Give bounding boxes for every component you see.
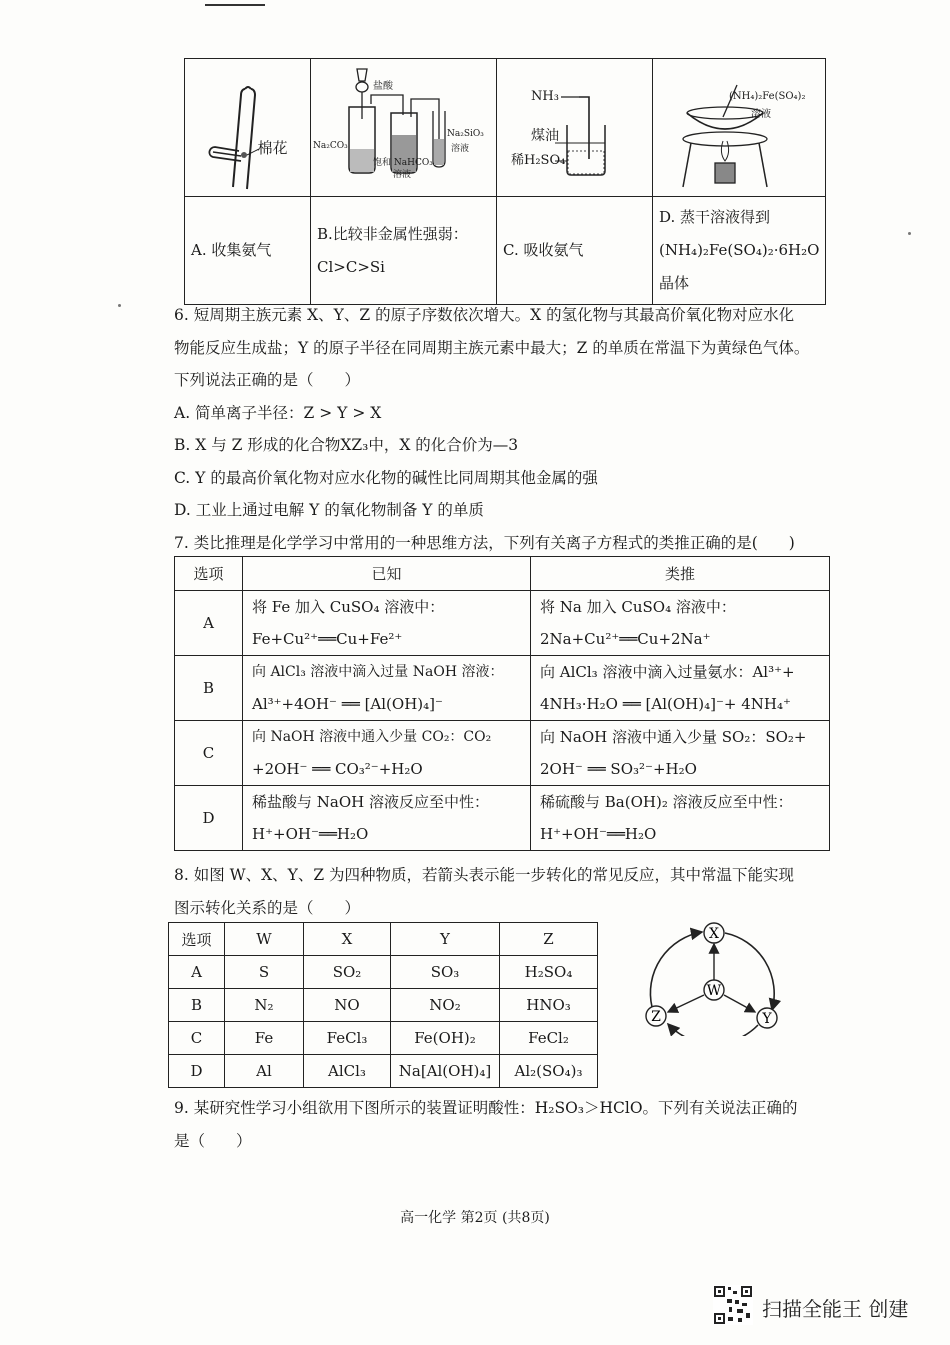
cotton-label: 棉花 <box>257 138 288 157</box>
q6-line1: 6. 短周期主族元素 X、Y、Z 的原子序数依次增大。X 的氢化物与其最高价氧化物对应水化 <box>174 306 795 324</box>
q5-option-b: B.比较非金属性强弱： Cl>C>Si <box>311 197 497 305</box>
q7-stem: 7. 类比推理是化学学习中常用的一种思维方法，下列有关离子方程式的类推正确的是( ) <box>174 533 795 552</box>
q8-table <box>168 922 598 1088</box>
na2sio3-solution-label: 溶液 <box>451 144 470 154</box>
q8-header-y: Y <box>391 923 500 956</box>
margin-dot <box>908 232 911 235</box>
q6-line3: 下列说法正确的是（ ） <box>174 371 361 389</box>
hcl-label: 盐酸 <box>373 81 393 92</box>
q5-pic-d <box>653 59 826 197</box>
question-8 <box>174 859 834 924</box>
nh3-label: NH₃ <box>531 89 559 104</box>
q8-header-x: X <box>304 923 391 956</box>
na2sio3-label: Na₂SiO₃ <box>447 129 484 139</box>
top-edge-mark <box>205 4 265 6</box>
q5-option-d: D. 蒸干溶液得到 (NH₄)₂Fe(SO₄)₂·6H₂O 晶体 <box>653 197 826 305</box>
test-tube-diagram <box>185 59 310 192</box>
kerosene-label: 煤油 <box>531 128 559 144</box>
q5-option-a: A. 收集氨气 <box>185 197 311 305</box>
q9-line1: 9. 某研究性学习小组欲用下图所示的装置证明酸性：H₂SO₃＞HClO。下列有关说法正确的 <box>174 1099 798 1117</box>
q6-option-d: D. 工业上通过电解 Y 的氧化物制备 Y 的单质 <box>174 501 484 519</box>
question-6 <box>174 299 834 559</box>
q8-conversion-diagram <box>640 918 790 1036</box>
q8-header-z: Z <box>500 923 598 956</box>
qr-code-icon <box>713 1285 753 1325</box>
q6-option-c: C. Y 的最高价氧化物对应水化物的碱性比同周期其他金属的强 <box>174 468 598 487</box>
dilute-h2so4-label: 稀H₂SO₄ <box>511 153 566 168</box>
q8-line2: 图示转化关系的是（ ） <box>174 898 361 917</box>
q8-row-c: C Fe FeCl₃ Fe(OH)₂ FeCl₂ <box>169 1022 598 1055</box>
q9-line2: 是（ ） <box>174 1131 252 1150</box>
q7-row-c: C 向 NaOH 溶液中通入少量 CO₂：CO₂ +2OH⁻ ══ CO₃²⁻+H₂O 向 NaOH 溶液中通入少量 SO₂：SO₂+ 2OH⁻ ══ SO₃²⁻+H₂O <box>175 721 830 786</box>
page-footer: 高一化学 第2页 (共8页) <box>400 1210 550 1226</box>
na2co3-label: Na₂CO₃ <box>313 141 348 151</box>
sat-nahco3-label: 饱和 NaHCO₃ <box>373 158 433 168</box>
q5-pic-a <box>185 59 311 197</box>
q6-line2: 物能反应生成盐；Y 的原子半径在同周期主族元素中最大；Z 的单质在常温下为黄绿色气体。 <box>174 338 810 357</box>
node-y: Y <box>762 1011 772 1027</box>
node-z: Z <box>651 1009 661 1025</box>
margin-dot <box>118 304 121 307</box>
q7-row-d: D 稀盐酸与 NaOH 溶液反应至中性： H⁺+OH⁻══H₂O 稀硫酸与 Ba(OH)₂ 溶液反应至中性： H⁺+OH⁻══H₂O <box>175 786 830 851</box>
q5-option-c: C. 吸收氨气 <box>497 197 653 305</box>
node-w: W <box>706 983 722 999</box>
salt-label: (NH₄)₂Fe(SO₄)₂ <box>729 91 806 102</box>
q5-pic-c <box>497 59 653 197</box>
q6-option-a: A. 简单离子半径：Z > Y > X <box>174 403 382 422</box>
q8-header-option: 选项 <box>169 923 225 956</box>
q7-table <box>174 556 830 851</box>
absorption-apparatus <box>497 59 652 192</box>
q5-apparatus-table <box>184 58 826 305</box>
q8-row-b: B N₂ NO NO₂ HNO₃ <box>169 989 598 1022</box>
scanner-watermark: 扫描全能王 创建 <box>762 1297 909 1321</box>
node-x: X <box>709 926 719 942</box>
q7-header-option: 选项 <box>175 557 243 591</box>
evaporation-apparatus <box>653 59 813 192</box>
q8-row-d: D Al AlCl₃ Na[Al(OH)₄] Al₂(SO₄)₃ <box>169 1055 598 1088</box>
q5-pic-b <box>311 59 497 197</box>
q8-header-w: W <box>225 923 304 956</box>
question-9 <box>174 1092 834 1157</box>
sat-solution-label: 溶液 <box>393 170 412 180</box>
q6-option-b: B. X 与 Z 形成的化合物XZ₃中，X 的化合价为—3 <box>174 436 519 454</box>
q7-header-infer: 类推 <box>531 557 830 591</box>
salt-solution-label: 溶液 <box>751 109 771 120</box>
q8-row-a: A S SO₂ SO₃ H₂SO₄ <box>169 956 598 989</box>
q7-header-known: 已知 <box>243 557 531 591</box>
q7-row-a: A 将 Fe 加入 CuSO₄ 溶液中： Fe+Cu²⁺══Cu+Fe²⁺ 将 Na 加入 CuSO₄ 溶液中： 2Na+Cu²⁺══Cu+2Na⁺ <box>175 591 830 656</box>
q7-row-b: B 向 AlCl₃ 溶液中滴入过量 NaOH 溶液： Al³⁺+4OH⁻ ══ [Al(OH)₄]⁻ 向 AlCl₃ 溶液中滴入过量氨水：Al³⁺+ 4NH₃·H₂O ══ [Al(OH)₄]⁻+ 4NH₄⁺ <box>175 656 830 721</box>
q8-line1: 8. 如图 W、X、Y、Z 为四种物质，若箭头表示能一步转化的常见反应，其中常温下能实现 <box>174 866 795 884</box>
